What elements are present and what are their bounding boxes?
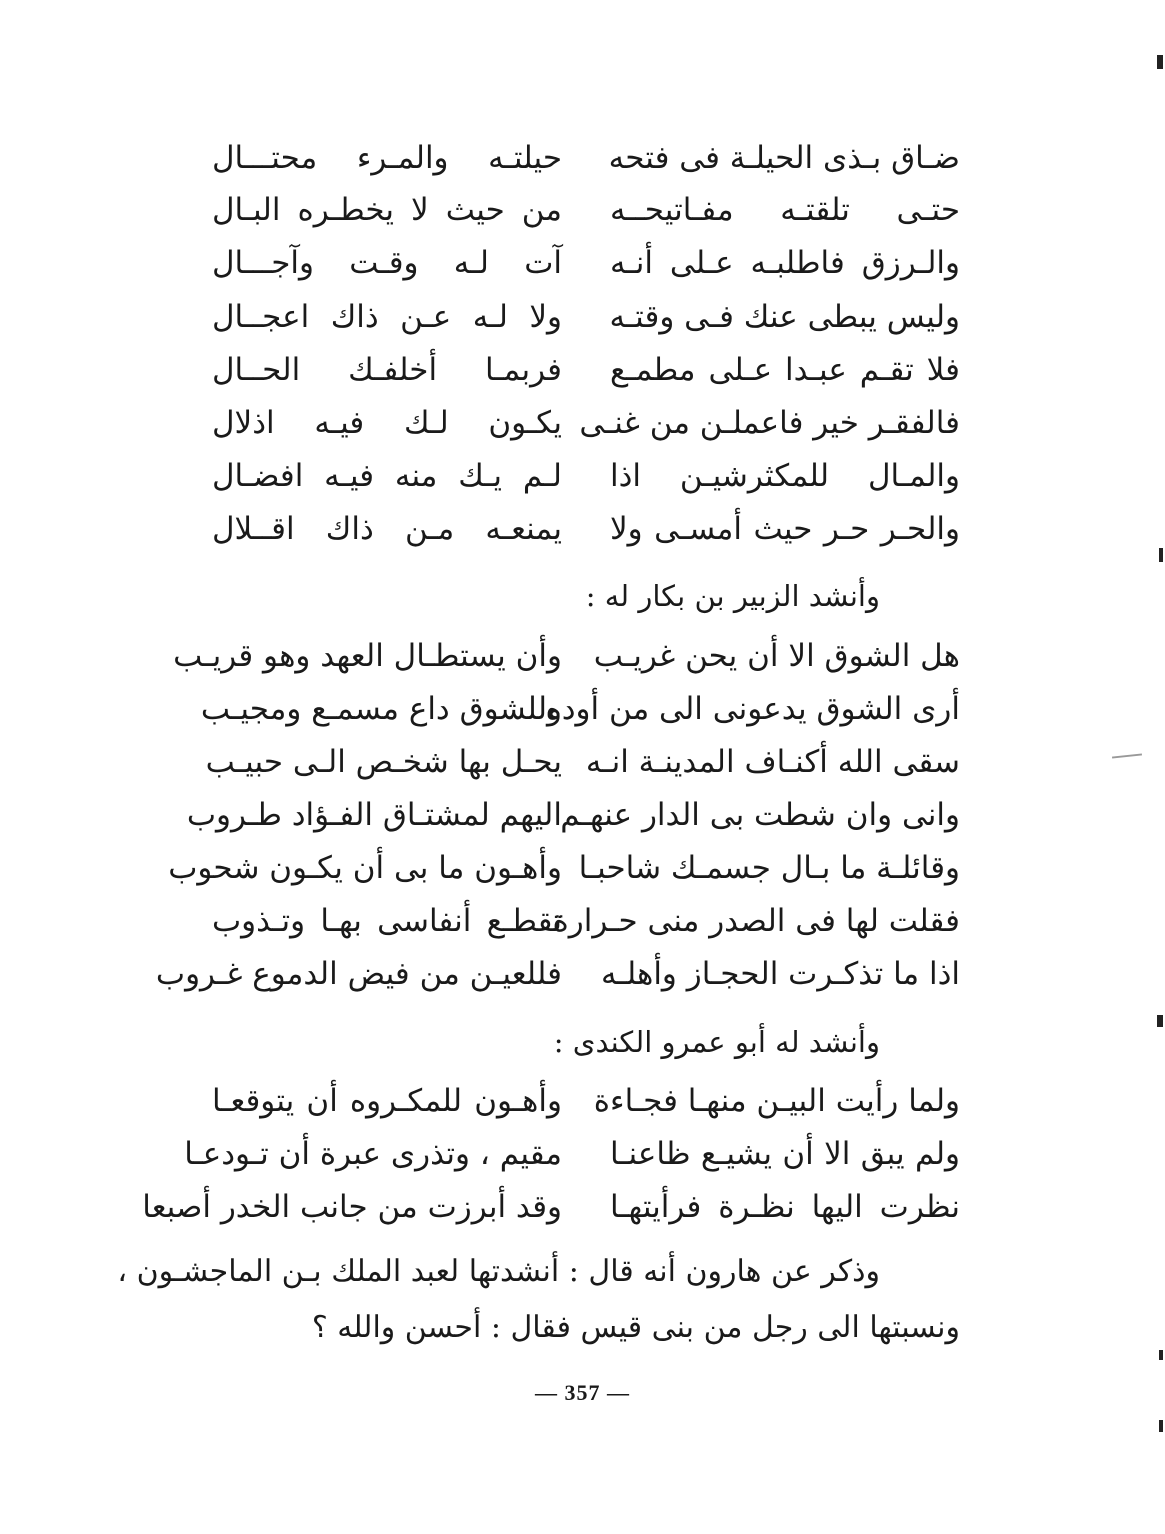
scan-edge-mark <box>1159 548 1163 562</box>
scan-edge-mark <box>1157 55 1163 69</box>
scan-edge-mark <box>1157 1015 1163 1027</box>
verse-line <box>200 503 960 555</box>
second-hemistich: وأن يستطـال العهد وهو قريـب <box>173 638 562 674</box>
first-hemistich: ولم يبق الا أن يشيـع ظاعنـا <box>610 1136 960 1172</box>
verse-line <box>142 1181 960 1233</box>
section-intro: وأنشد الزبير بن بكار له : <box>585 579 880 613</box>
second-hemistich: من حيث لا يخطـره البـال <box>212 192 562 228</box>
second-hemistich: وأهـون للمكـروه أن يتوقعـا <box>212 1083 562 1119</box>
second-hemistich: وللشوق داع مسمـع ومجيـب <box>200 691 562 727</box>
first-hemistich: اذا ما تذكـرت الحجـاز وأهلـه <box>601 956 960 992</box>
verse-line <box>168 842 960 894</box>
first-hemistich: وليس يبطى عنك فـى وقتـه <box>609 299 960 335</box>
first-hemistich: فلا تقـم عبـدا عـلى مطمـع <box>610 352 960 388</box>
second-hemistich: آت لـه وقـت وآجـــال <box>212 245 562 281</box>
first-hemistich: حتـى تلقتـه مفـاتيحــه <box>610 192 960 228</box>
verse-line <box>200 237 960 289</box>
verse-line <box>200 132 960 184</box>
second-hemistich: يكـون لـك فيـه اذلال <box>212 405 562 441</box>
prose-line: ونسبتها الى رجل من بنى قيس فقال : أحسن والله ؟ <box>311 1310 960 1345</box>
second-hemistich: فللعيـن من فيض الدموع غـروب <box>155 956 562 992</box>
first-hemistich: فقلت لها فى الصدر منى حـرارة <box>552 903 960 939</box>
scan-edge-mark <box>1159 1420 1163 1432</box>
first-hemistich: والمـال للمكثرشيـن اذا <box>610 458 960 494</box>
verse-line <box>200 450 960 502</box>
verse-line <box>155 948 960 1000</box>
second-hemistich: حيلتـه والمـرء محتـــال <box>212 140 562 176</box>
second-hemistich: وأهـون ما بى أن يكـون شحوب <box>168 850 562 886</box>
second-hemistich: فربمـا أخلفـك الحــال <box>212 352 562 388</box>
second-hemistich: تقطـع أنفاسى بهـا وتـذوب <box>212 903 562 939</box>
first-hemistich: والحـر حـر حيث أمسـى ولا <box>610 511 960 547</box>
first-hemistich: نظرت اليها نظـرة فرأيتهـا <box>610 1189 960 1225</box>
first-hemistich: هل الشوق الا أن يحن غريـب <box>593 638 960 674</box>
first-hemistich: فالفقـر خير فاعملـن من غنـى <box>579 405 960 441</box>
first-hemistich: أرى الشوق يدعونى الى من أوده <box>545 691 960 727</box>
first-hemistich: وانى وان شطت بى الدار عنهـم <box>560 797 960 833</box>
prose-line: وذكر عن هارون أنه قال : أنشدتها لعبد الملك بـن الماجشـون ، <box>117 1254 880 1289</box>
second-hemistich: لـم يـك منه فيـه افضـال <box>212 458 562 494</box>
verse-line <box>184 1128 960 1180</box>
verse-line <box>200 397 960 449</box>
second-hemistich: وقد أبرزت من جانب الخدر أصبعا <box>142 1189 562 1225</box>
verse-line <box>186 789 960 841</box>
second-hemistich: يحـل بها شخـص الـى حبيـب <box>205 744 562 780</box>
verse-line <box>200 1075 960 1127</box>
first-hemistich: ضـاق بـذى الحيلـة فى فتحه <box>608 140 960 176</box>
second-hemistich: اليهم لمشتـاق الفـؤاد طـروب <box>186 797 562 833</box>
verse-line <box>173 630 960 682</box>
verse-line <box>200 736 960 788</box>
first-hemistich: ولما رأيت البيـن منهـا فجـاءة <box>593 1083 960 1119</box>
scan-edge-mark <box>1159 1350 1163 1360</box>
verse-line <box>200 895 960 947</box>
second-hemistich: ولا لـه عـن ذاك اعجــال <box>212 299 562 335</box>
page-number: — 357 — <box>535 1380 630 1405</box>
first-hemistich: والـرزق فاطلبـه عـلى أنـه <box>610 245 960 281</box>
verse-line <box>200 184 960 236</box>
scan-scratch-mark <box>1112 753 1142 758</box>
second-hemistich: يمنعـه مـن ذاك اقــلال <box>212 511 562 547</box>
second-hemistich: مقيم ، وتذرى عبرة أن تـودعـا <box>184 1136 562 1172</box>
prose-paragraph <box>117 1244 960 1356</box>
verse-line <box>200 683 960 735</box>
first-hemistich: وقائلـة ما بـال جسمـك شاحبـا <box>578 850 960 886</box>
verse-line <box>200 291 960 343</box>
first-hemistich: سقى الله أكنـاف المدينـة انـه <box>585 744 960 780</box>
verse-line <box>200 344 960 396</box>
section-intro: وأنشد له أبو عمرو الكندى : <box>553 1025 880 1059</box>
